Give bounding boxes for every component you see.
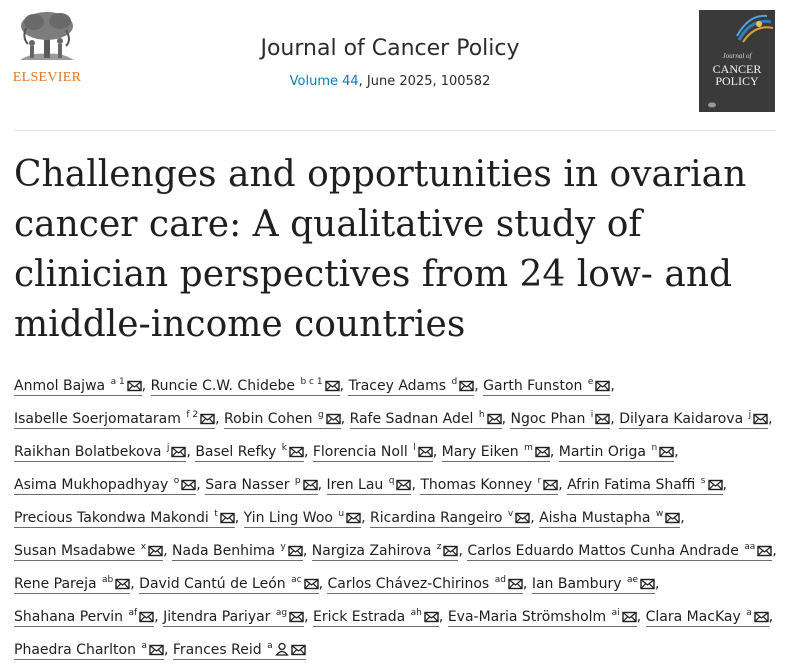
email-icon[interactable] [115, 578, 130, 590]
author-entry [151, 378, 340, 396]
author-separator: , [234, 510, 244, 526]
cover-graphic-icon [699, 10, 775, 50]
author-name-link[interactable]: Florencia Noll $^l$ [313, 444, 433, 462]
author-separator: , [674, 444, 679, 460]
email-icon[interactable] [346, 512, 361, 524]
email-icon[interactable] [424, 611, 439, 623]
email-icon[interactable] [325, 380, 340, 392]
email-icon[interactable] [149, 644, 164, 656]
affiliation-superscript[interactable]: ad [494, 575, 506, 585]
author-entry [313, 444, 433, 462]
email-icon[interactable] [543, 479, 558, 491]
author-entry [173, 642, 306, 660]
author-name-link[interactable]: Rafe Sadnan Adel $^h$ [350, 411, 502, 429]
email-icon[interactable] [443, 545, 458, 557]
affiliation-superscript[interactable]: t [214, 509, 218, 519]
affiliation-superscript[interactable]: q [388, 476, 395, 486]
affiliation-superscript[interactable]: p [294, 476, 301, 486]
author-name-link[interactable]: Robin Cohen $^g$ [224, 411, 341, 429]
author-name-link[interactable]: Susan Msadabwe $^x$ [14, 543, 163, 561]
cover-publisher-mark-icon [707, 102, 717, 108]
author-entry [483, 378, 610, 396]
affiliation-superscript[interactable]: b c 1 [300, 377, 323, 387]
author-entry [420, 477, 558, 495]
affiliation-superscript[interactable]: e [587, 377, 594, 387]
issue-date-text: , June 2025, 100582 [358, 74, 491, 89]
author-name-link[interactable]: Clara MacKay $^a$ [646, 609, 769, 627]
author-separator: , [318, 576, 328, 592]
article-title: Challenges and opportunities in ovarian cancer care: A qualitative study of clinician perspectives from 24 low- and middle-income countries [14, 154, 747, 345]
affiliation-superscript[interactable]: j [748, 410, 752, 420]
author-name-link[interactable]: Phaedra Charlton $^a$ [14, 642, 164, 660]
affiliation-superscript[interactable]: ac [291, 575, 302, 585]
author-name-link[interactable]: Eva-Maria Strömsholm $^{ai}$ [448, 609, 637, 627]
author-separator: , [130, 576, 140, 592]
author-name-link[interactable]: Ricardina Rangeiro $^v$ [370, 510, 530, 528]
elsevier-logo-text: ELSEVIER [12, 70, 82, 85]
author-entry [14, 543, 163, 561]
email-icon[interactable] [291, 644, 306, 656]
affiliation-superscript[interactable]: d [451, 377, 458, 387]
cover-title: Journal of CANCER POLICY [712, 52, 762, 88]
author-separator: , [768, 411, 773, 427]
affiliation-superscript[interactable]: ab [102, 575, 114, 585]
email-icon[interactable] [303, 479, 318, 491]
author-entry [619, 411, 768, 429]
tree-icon [12, 8, 82, 68]
affiliation-superscript[interactable]: ah [410, 608, 422, 618]
header-divider [14, 130, 776, 131]
author-name-link[interactable]: Ngoc Phan $^i$ [510, 411, 610, 429]
author-name-link[interactable]: Nada Benhima $^y$ [172, 543, 303, 561]
affiliation-superscript[interactable]: i [590, 410, 594, 420]
affiliation-superscript[interactable]: a [141, 641, 147, 651]
affiliation-superscript[interactable]: z [436, 542, 442, 552]
author-entry [195, 444, 304, 462]
author-entry [14, 609, 154, 627]
author-separator: , [474, 378, 484, 394]
author-separator: , [411, 477, 421, 493]
author-separator: , [163, 543, 173, 559]
affiliation-superscript[interactable]: s [700, 476, 706, 486]
author-name-link[interactable]: Rene Pareja $^{ab}$ [14, 576, 130, 594]
email-icon[interactable] [181, 479, 196, 491]
affiliation-superscript[interactable]: a [746, 608, 752, 618]
elsevier-logo[interactable] [12, 8, 84, 94]
author-entry [224, 411, 341, 429]
author-entry [646, 609, 769, 627]
author-separator: , [680, 510, 685, 526]
email-icon[interactable] [487, 413, 502, 425]
author-name-link[interactable]: Yin Ling Woo $^u$ [244, 510, 362, 528]
author-separator: , [655, 576, 660, 592]
email-icon[interactable] [665, 512, 680, 524]
author-separator: , [772, 543, 777, 559]
author-entry [312, 543, 459, 561]
author-separator: , [163, 642, 173, 658]
author-separator: , [186, 444, 196, 460]
author-entry [205, 477, 317, 495]
author-name-link[interactable]: Runcie C.W. Chidebe $^{b c 1}$ [151, 378, 340, 396]
email-icon[interactable] [622, 611, 637, 623]
author-entry [442, 444, 550, 462]
author-entry [327, 477, 412, 495]
email-icon[interactable] [396, 479, 411, 491]
email-icon[interactable] [326, 413, 341, 425]
author-entry [14, 477, 196, 495]
email-icon[interactable] [289, 611, 304, 623]
author-name-link[interactable]: Frances Reid $^a$ [173, 642, 306, 660]
author-name-link[interactable]: Raikhan Bolatbekova $^j$ [14, 444, 186, 462]
author-separator: , [501, 411, 511, 427]
author-separator: , [432, 444, 442, 460]
author-entry [539, 510, 680, 528]
author-entry [370, 510, 530, 528]
author-separator: , [215, 411, 225, 427]
email-icon[interactable] [708, 479, 723, 491]
email-icon[interactable] [659, 446, 674, 458]
email-icon[interactable] [515, 512, 530, 524]
author-entry [14, 378, 142, 396]
affiliation-superscript[interactable]: a [267, 641, 273, 651]
affiliation-superscript[interactable]: k [281, 443, 287, 453]
author-separator: , [196, 477, 206, 493]
affiliation-superscript[interactable]: u [338, 509, 345, 519]
author-entry [14, 411, 215, 429]
author-entry [510, 411, 610, 429]
author-separator: , [558, 477, 568, 493]
author-entry [327, 576, 522, 594]
author-separator: , [339, 378, 349, 394]
author-name-link[interactable]: Dilyara Kaidarova $^j$ [619, 411, 768, 429]
journal-issue-info [200, 74, 580, 89]
author-name-link[interactable]: Isabelle Soerjomataram $^{f 2}$ [14, 411, 215, 429]
author-entry [350, 411, 502, 429]
author-name-link[interactable]: Basel Refky $^k$ [195, 444, 304, 462]
author-name-link[interactable]: Carlos Chávez-Chirinos $^{ad}$ [327, 576, 522, 594]
affiliation-superscript[interactable]: g [317, 410, 324, 420]
email-icon[interactable] [200, 413, 215, 425]
author-entry [163, 609, 304, 627]
email-icon[interactable] [304, 578, 319, 590]
author-name-link[interactable]: Tracey Adams $^d$ [348, 378, 474, 396]
volume-link[interactable]: Volume 44 [289, 74, 359, 89]
author-separator: , [610, 378, 615, 394]
author-entry [14, 642, 164, 660]
affiliation-superscript[interactable]: w [655, 509, 664, 519]
email-icon[interactable] [127, 380, 142, 392]
author-separator: , [317, 477, 327, 493]
author-name-link[interactable]: David Cantú de León $^{ac}$ [139, 576, 318, 594]
affiliation-superscript[interactable]: o [173, 476, 180, 486]
author-name-link[interactable]: Nargiza Zahirova $^z$ [312, 543, 459, 561]
author-list [14, 368, 786, 665]
author-name-link[interactable]: Anmol Bajwa $^{a 1}$ [14, 378, 142, 396]
affiliation-superscript[interactable]: h [478, 410, 485, 420]
affiliation-superscript[interactable]: v [507, 509, 514, 519]
author-entry [172, 543, 303, 561]
affiliation-superscript[interactable]: ag [275, 608, 288, 618]
author-entry [139, 576, 318, 594]
author-separator: , [549, 444, 559, 460]
affiliation-superscript[interactable]: f 2 [186, 410, 199, 420]
author-separator: , [458, 543, 468, 559]
email-icon[interactable] [418, 446, 433, 458]
email-icon[interactable] [754, 611, 769, 623]
author-separator: , [610, 411, 620, 427]
affiliation-superscript[interactable]: m [524, 443, 533, 453]
email-icon[interactable] [508, 578, 523, 590]
email-icon[interactable] [595, 413, 610, 425]
author-name-link[interactable]: Iren Lau $^q$ [327, 477, 412, 495]
email-icon[interactable] [640, 578, 655, 590]
email-icon[interactable] [753, 413, 768, 425]
author-name-link[interactable]: Mary Eiken $^m$ [442, 444, 550, 462]
journal-title[interactable]: Journal of Cancer Policy [260, 36, 520, 61]
author-separator: , [340, 411, 350, 427]
author-entry [14, 510, 235, 528]
author-name-link[interactable]: Martin Origa $^n$ [559, 444, 674, 462]
author-name-link[interactable]: Jitendra Pariyar $^{ag}$ [163, 609, 304, 627]
author-name-link[interactable]: Precious Takondwa Makondi $^t$ [14, 510, 235, 528]
email-icon[interactable] [288, 545, 303, 557]
email-icon[interactable] [139, 611, 154, 623]
author-name-link[interactable]: Sara Nasser $^p$ [205, 477, 317, 495]
affiliation-superscript[interactable]: aa [744, 542, 756, 552]
author-separator: , [361, 510, 371, 526]
affiliation-superscript[interactable]: ae [626, 575, 638, 585]
email-icon[interactable] [220, 512, 235, 524]
author-separator: , [722, 477, 727, 493]
email-icon[interactable] [535, 446, 550, 458]
author-name-link[interactable]: Thomas Konney $^r$ [420, 477, 558, 495]
author-separator: , [304, 609, 314, 625]
author-name-link[interactable]: Garth Funston $^e$ [483, 378, 610, 396]
journal-header [0, 0, 800, 130]
author-name-link[interactable]: Ian Bambury $^{ae}$ [532, 576, 655, 594]
author-separator: , [438, 609, 448, 625]
author-entry [567, 477, 722, 495]
author-entry [348, 378, 474, 396]
affiliation-superscript[interactable]: r [537, 476, 542, 486]
author-entry [14, 576, 130, 594]
corresponding-author-icon[interactable] [275, 642, 289, 656]
email-icon[interactable] [148, 545, 163, 557]
email-icon[interactable] [757, 545, 772, 557]
affiliation-superscript[interactable]: ai [611, 608, 620, 618]
author-separator: , [636, 609, 646, 625]
email-icon[interactable] [595, 380, 610, 392]
author-separator: , [141, 378, 151, 394]
journal-cover-thumbnail[interactable] [699, 10, 775, 112]
author-name-link[interactable]: Shahana Pervin $^{af}$ [14, 609, 154, 627]
author-entry [448, 609, 637, 627]
author-entry [14, 444, 186, 462]
email-icon[interactable] [171, 446, 186, 458]
author-separator: , [768, 609, 774, 625]
author-entry [532, 576, 655, 594]
affiliation-superscript[interactable]: l [413, 443, 416, 453]
author-separator: , [302, 543, 312, 559]
author-name-link[interactable]: Erick Estrada $^{ah}$ [313, 609, 439, 627]
affiliation-superscript[interactable]: j [166, 443, 170, 453]
author-entry [467, 543, 772, 561]
author-name-link[interactable]: Carlos Eduardo Mattos Cunha Andrade $^{aa}$ [467, 543, 772, 561]
affiliation-superscript[interactable]: a 1 [110, 377, 125, 387]
author-separator: , [522, 576, 532, 592]
affiliation-superscript[interactable]: y [280, 542, 286, 552]
author-entry [313, 609, 439, 627]
author-separator: , [303, 444, 313, 460]
affiliation-superscript[interactable]: n [651, 443, 658, 453]
author-name-link[interactable]: Aisha Mustapha $^w$ [539, 510, 680, 528]
author-entry [244, 510, 362, 528]
author-name-link[interactable]: Afrin Fatima Shaffi $^s$ [567, 477, 722, 495]
email-icon[interactable] [459, 380, 474, 392]
author-entry [559, 444, 674, 462]
author-name-link[interactable]: Asima Mukhopadhyay $^o$ [14, 477, 196, 495]
affiliation-superscript[interactable]: af [128, 608, 138, 618]
author-separator: , [530, 510, 540, 526]
email-icon[interactable] [289, 446, 304, 458]
affiliation-superscript[interactable]: x [140, 542, 147, 552]
author-separator: , [154, 609, 164, 625]
